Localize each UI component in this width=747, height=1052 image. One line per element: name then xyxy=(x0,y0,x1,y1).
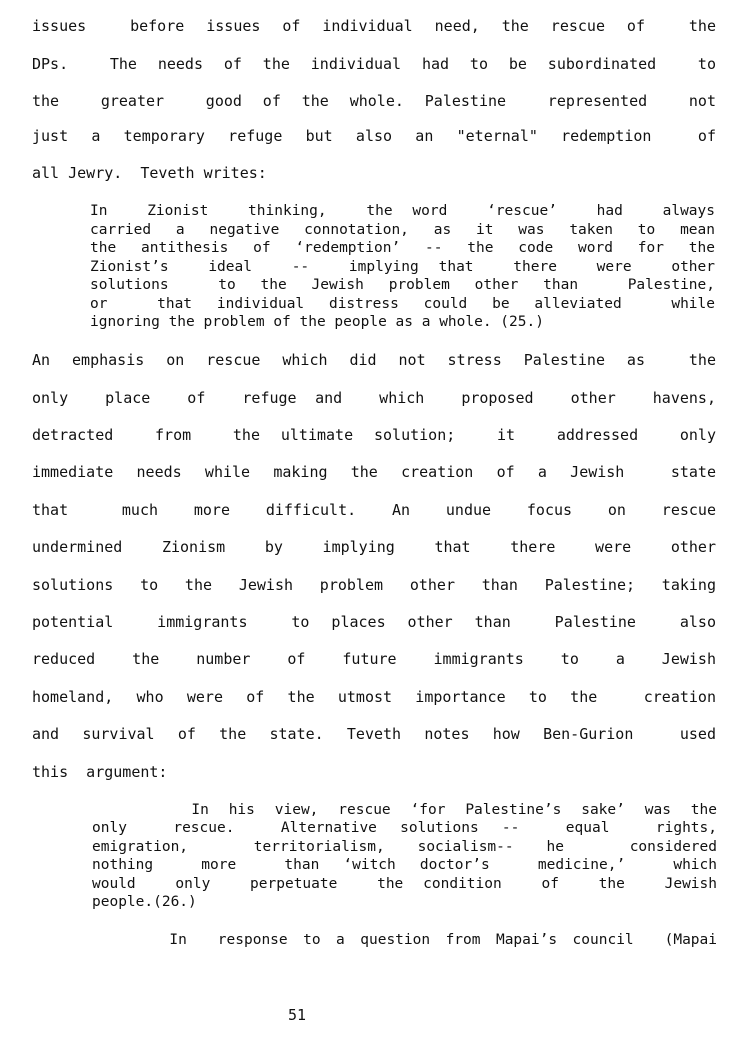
quote-line: Zionist’s ideal -- implying that there were other xyxy=(90,259,715,275)
text-line: DPs. The needs of the individual had to be subordinated to xyxy=(32,55,716,73)
quote-line: the antithesis of ‘redemption’ -- the code word for the xyxy=(90,240,715,256)
text-line: issues before issues of individual need, the rescue of the xyxy=(32,17,716,35)
quote-line: nothing more than ‘witch doctor’s medicine,’ which xyxy=(92,857,717,873)
text-line: and survival of the state. Teveth notes how Ben-Gurion used xyxy=(32,725,716,743)
text-line: reduced the number of future immigrants to a Jewish xyxy=(32,650,716,668)
text-line: potential immigrants to places other than Palestine also xyxy=(32,613,716,631)
text-line: An emphasis on rescue which did not stress Palestine as the xyxy=(32,351,716,369)
text-line: solutions to the Jewish problem other than Palestine; taking xyxy=(32,576,716,594)
text-line: In response to a question from Mapai’s council (Mapai xyxy=(92,932,717,948)
quote-line: people.(26.) xyxy=(92,894,197,910)
page-number: 51 xyxy=(288,1006,307,1024)
text-line: immediate needs while making the creation of a Jewish state xyxy=(32,463,716,481)
quote-line: In Zionist thinking, the word ‘rescue’ had always xyxy=(90,203,715,219)
quote-line: or that individual distress could be alleviated while xyxy=(90,296,715,312)
text-line: that much more difficult. An undue focus on rescue xyxy=(32,501,716,519)
quote-line: emigration, territorialism, socialism-- he considered xyxy=(92,839,717,855)
text-line: homeland, who were of the utmost importance to the creation xyxy=(32,688,716,706)
text-line: the greater good of the whole. Palestine represented not xyxy=(32,92,716,110)
quote-line: only rescue. Alternative solutions -- equal rights, xyxy=(92,820,717,836)
quote-line: solutions to the Jewish problem other than Palestine, xyxy=(90,277,715,293)
text-line: all Jewry. Teveth writes: xyxy=(32,164,267,182)
quote-line: would only perpetuate the condition of the Jewish xyxy=(92,876,717,892)
text-line: undermined Zionism by implying that there were other xyxy=(32,538,716,556)
text-line: just a temporary refuge but also an "eternal" redemption of xyxy=(32,127,716,145)
quote-line: ignoring the problem of the people as a whole. (25.) xyxy=(90,314,544,330)
text-line: only place of refuge and which proposed other havens, xyxy=(32,389,716,407)
quote-line: carried a negative connotation, as it was taken to mean xyxy=(90,222,715,238)
text-line: detracted from the ultimate solution; it addressed only xyxy=(32,426,716,444)
text-line: this argument: xyxy=(32,763,168,781)
quote-line: In his view, rescue ‘for Palestine’s sake’ was the xyxy=(92,802,717,818)
